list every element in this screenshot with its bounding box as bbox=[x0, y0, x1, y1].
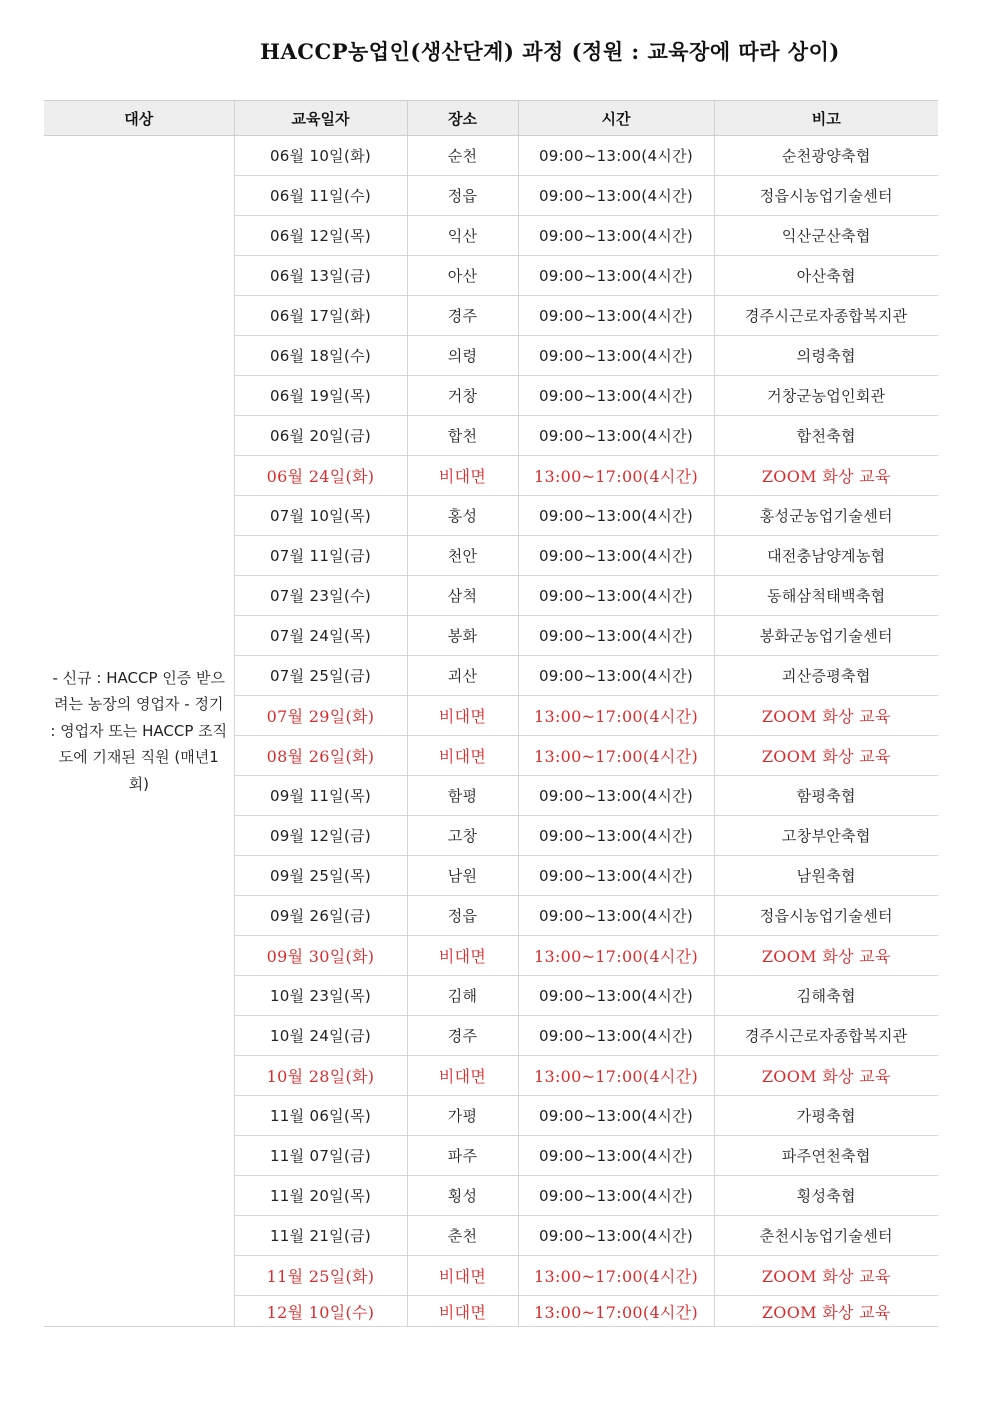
time-cell: 09:00~13:00(4시간) bbox=[518, 896, 714, 936]
place-cell: 홍성 bbox=[407, 496, 518, 536]
note-cell: 횡성축협 bbox=[714, 1176, 938, 1216]
place-cell: 함평 bbox=[407, 776, 518, 816]
place-cell: 정읍 bbox=[407, 896, 518, 936]
time-cell: 13:00~17:00(4시간) bbox=[518, 456, 714, 496]
date-cell: 09월 30일(화) bbox=[234, 936, 407, 976]
date-cell: 07월 11일(금) bbox=[234, 536, 407, 576]
time-cell: 09:00~13:00(4시간) bbox=[518, 1096, 714, 1136]
note-cell: 김해축협 bbox=[714, 976, 938, 1016]
place-cell: 비대면 bbox=[407, 936, 518, 976]
time-cell: 09:00~13:00(4시간) bbox=[518, 536, 714, 576]
date-cell: 06월 10일(화) bbox=[234, 136, 407, 176]
time-cell: 09:00~13:00(4시간) bbox=[518, 296, 714, 336]
place-cell: 의령 bbox=[407, 336, 518, 376]
date-cell: 07월 25일(금) bbox=[234, 656, 407, 696]
column-header-note: 비고 bbox=[714, 101, 938, 136]
note-cell: 대전충남양계농협 bbox=[714, 536, 938, 576]
date-cell: 06월 20일(금) bbox=[234, 416, 407, 456]
time-cell: 09:00~13:00(4시간) bbox=[518, 376, 714, 416]
note-cell: 익산군산축협 bbox=[714, 216, 938, 256]
date-cell: 06월 24일(화) bbox=[234, 456, 407, 496]
time-cell: 09:00~13:00(4시간) bbox=[518, 616, 714, 656]
time-cell: 09:00~13:00(4시간) bbox=[518, 1176, 714, 1216]
time-cell: 09:00~13:00(4시간) bbox=[518, 416, 714, 456]
note-cell: ZOOM 화상 교육 bbox=[714, 1296, 938, 1327]
column-header-date: 교육일자 bbox=[234, 101, 407, 136]
note-cell: 거창군농업인회관 bbox=[714, 376, 938, 416]
time-cell: 09:00~13:00(4시간) bbox=[518, 336, 714, 376]
note-cell: 괴산증평축협 bbox=[714, 656, 938, 696]
note-cell: 합천축협 bbox=[714, 416, 938, 456]
column-header-time: 시간 bbox=[518, 101, 714, 136]
time-cell: 09:00~13:00(4시간) bbox=[518, 136, 714, 176]
date-cell: 11월 20일(목) bbox=[234, 1176, 407, 1216]
note-cell: 파주연천축협 bbox=[714, 1136, 938, 1176]
date-cell: 09월 12일(금) bbox=[234, 816, 407, 856]
note-cell: 동해삼척태백축협 bbox=[714, 576, 938, 616]
note-cell: 경주시근로자종합복지관 bbox=[714, 296, 938, 336]
date-cell: 07월 29일(화) bbox=[234, 696, 407, 736]
place-cell: 삼척 bbox=[407, 576, 518, 616]
date-cell: 11월 25일(화) bbox=[234, 1256, 407, 1296]
date-cell: 07월 24일(목) bbox=[234, 616, 407, 656]
date-cell: 09월 25일(목) bbox=[234, 856, 407, 896]
date-cell: 09월 26일(금) bbox=[234, 896, 407, 936]
time-cell: 09:00~13:00(4시간) bbox=[518, 656, 714, 696]
date-cell: 08월 26일(화) bbox=[234, 736, 407, 776]
note-cell: ZOOM 화상 교육 bbox=[714, 696, 938, 736]
column-header-place: 장소 bbox=[407, 101, 518, 136]
place-cell: 남원 bbox=[407, 856, 518, 896]
date-cell: 10월 23일(목) bbox=[234, 976, 407, 1016]
time-cell: 09:00~13:00(4시간) bbox=[518, 816, 714, 856]
target-audience-cell: - 신규 : HACCP 인증 받으려는 농장의 영업자 - 정기 : 영업자 또는 HACCP 조직도에 기재된 직원 (매년1회) bbox=[44, 136, 234, 1327]
time-cell: 09:00~13:00(4시간) bbox=[518, 256, 714, 296]
place-cell: 괴산 bbox=[407, 656, 518, 696]
place-cell: 파주 bbox=[407, 1136, 518, 1176]
date-cell: 06월 11일(수) bbox=[234, 176, 407, 216]
time-cell: 13:00~17:00(4시간) bbox=[518, 936, 714, 976]
time-cell: 09:00~13:00(4시간) bbox=[518, 1216, 714, 1256]
place-cell: 합천 bbox=[407, 416, 518, 456]
note-cell: 경주시근로자종합복지관 bbox=[714, 1016, 938, 1056]
time-cell: 13:00~17:00(4시간) bbox=[518, 736, 714, 776]
place-cell: 횡성 bbox=[407, 1176, 518, 1216]
date-cell: 06월 13일(금) bbox=[234, 256, 407, 296]
place-cell: 순천 bbox=[407, 136, 518, 176]
header-row bbox=[44, 101, 938, 136]
note-cell: 가평축협 bbox=[714, 1096, 938, 1136]
date-cell: 11월 06일(목) bbox=[234, 1096, 407, 1136]
place-cell: 비대면 bbox=[407, 1056, 518, 1096]
schedule-body bbox=[44, 136, 938, 1327]
place-cell: 익산 bbox=[407, 216, 518, 256]
time-cell: 09:00~13:00(4시간) bbox=[518, 976, 714, 1016]
time-cell: 09:00~13:00(4시간) bbox=[518, 856, 714, 896]
date-cell: 06월 19일(목) bbox=[234, 376, 407, 416]
note-cell: 홍성군농업기술센터 bbox=[714, 496, 938, 536]
place-cell: 경주 bbox=[407, 1016, 518, 1056]
place-cell: 봉화 bbox=[407, 616, 518, 656]
place-cell: 아산 bbox=[407, 256, 518, 296]
date-cell: 11월 21일(금) bbox=[234, 1216, 407, 1256]
date-cell: 09월 11일(목) bbox=[234, 776, 407, 816]
schedule-table bbox=[44, 100, 938, 1327]
time-cell: 09:00~13:00(4시간) bbox=[518, 576, 714, 616]
note-cell: 정읍시농업기술센터 bbox=[714, 896, 938, 936]
time-cell: 09:00~13:00(4시간) bbox=[518, 1016, 714, 1056]
note-cell: ZOOM 화상 교육 bbox=[714, 936, 938, 976]
time-cell: 09:00~13:00(4시간) bbox=[518, 176, 714, 216]
place-cell: 비대면 bbox=[407, 696, 518, 736]
note-cell: 정읍시농업기술센터 bbox=[714, 176, 938, 216]
note-cell: ZOOM 화상 교육 bbox=[714, 1256, 938, 1296]
time-cell: 13:00~17:00(4시간) bbox=[518, 696, 714, 736]
date-cell: 10월 24일(금) bbox=[234, 1016, 407, 1056]
place-cell: 비대면 bbox=[407, 1256, 518, 1296]
time-cell: 13:00~17:00(4시간) bbox=[518, 1256, 714, 1296]
time-cell: 09:00~13:00(4시간) bbox=[518, 776, 714, 816]
date-cell: 06월 18일(수) bbox=[234, 336, 407, 376]
note-cell: 고창부안축협 bbox=[714, 816, 938, 856]
table-row bbox=[44, 136, 938, 176]
time-cell: 13:00~17:00(4시간) bbox=[518, 1296, 714, 1327]
place-cell: 고창 bbox=[407, 816, 518, 856]
column-header-target: 대상 bbox=[44, 101, 234, 136]
place-cell: 가평 bbox=[407, 1096, 518, 1136]
time-cell: 09:00~13:00(4시간) bbox=[518, 216, 714, 256]
date-cell: 07월 23일(수) bbox=[234, 576, 407, 616]
note-cell: ZOOM 화상 교육 bbox=[714, 736, 938, 776]
time-cell: 13:00~17:00(4시간) bbox=[518, 1056, 714, 1096]
note-cell: 춘천시농업기술센터 bbox=[714, 1216, 938, 1256]
date-cell: 06월 17일(화) bbox=[234, 296, 407, 336]
note-cell: 아산축협 bbox=[714, 256, 938, 296]
place-cell: 김해 bbox=[407, 976, 518, 1016]
place-cell: 비대면 bbox=[407, 736, 518, 776]
place-cell: 경주 bbox=[407, 296, 518, 336]
page-title: HACCP농업인(생산단계) 과정 (정원 : 교육장에 따라 상이) bbox=[260, 39, 840, 64]
note-cell: 의령축협 bbox=[714, 336, 938, 376]
time-cell: 09:00~13:00(4시간) bbox=[518, 1136, 714, 1176]
note-cell: 함평축협 bbox=[714, 776, 938, 816]
place-cell: 천안 bbox=[407, 536, 518, 576]
note-cell: 봉화군농업기술센터 bbox=[714, 616, 938, 656]
date-cell: 10월 28일(화) bbox=[234, 1056, 407, 1096]
place-cell: 춘천 bbox=[407, 1216, 518, 1256]
note-cell: ZOOM 화상 교육 bbox=[714, 1056, 938, 1096]
date-cell: 12월 10일(수) bbox=[234, 1296, 407, 1327]
place-cell: 비대면 bbox=[407, 456, 518, 496]
place-cell: 거창 bbox=[407, 376, 518, 416]
date-cell: 06월 12일(목) bbox=[234, 216, 407, 256]
note-cell: 남원축협 bbox=[714, 856, 938, 896]
place-cell: 비대면 bbox=[407, 1296, 518, 1327]
note-cell: 순천광양축협 bbox=[714, 136, 938, 176]
place-cell: 정읍 bbox=[407, 176, 518, 216]
date-cell: 07월 10일(목) bbox=[234, 496, 407, 536]
note-cell: ZOOM 화상 교육 bbox=[714, 456, 938, 496]
date-cell: 11월 07일(금) bbox=[234, 1136, 407, 1176]
time-cell: 09:00~13:00(4시간) bbox=[518, 496, 714, 536]
